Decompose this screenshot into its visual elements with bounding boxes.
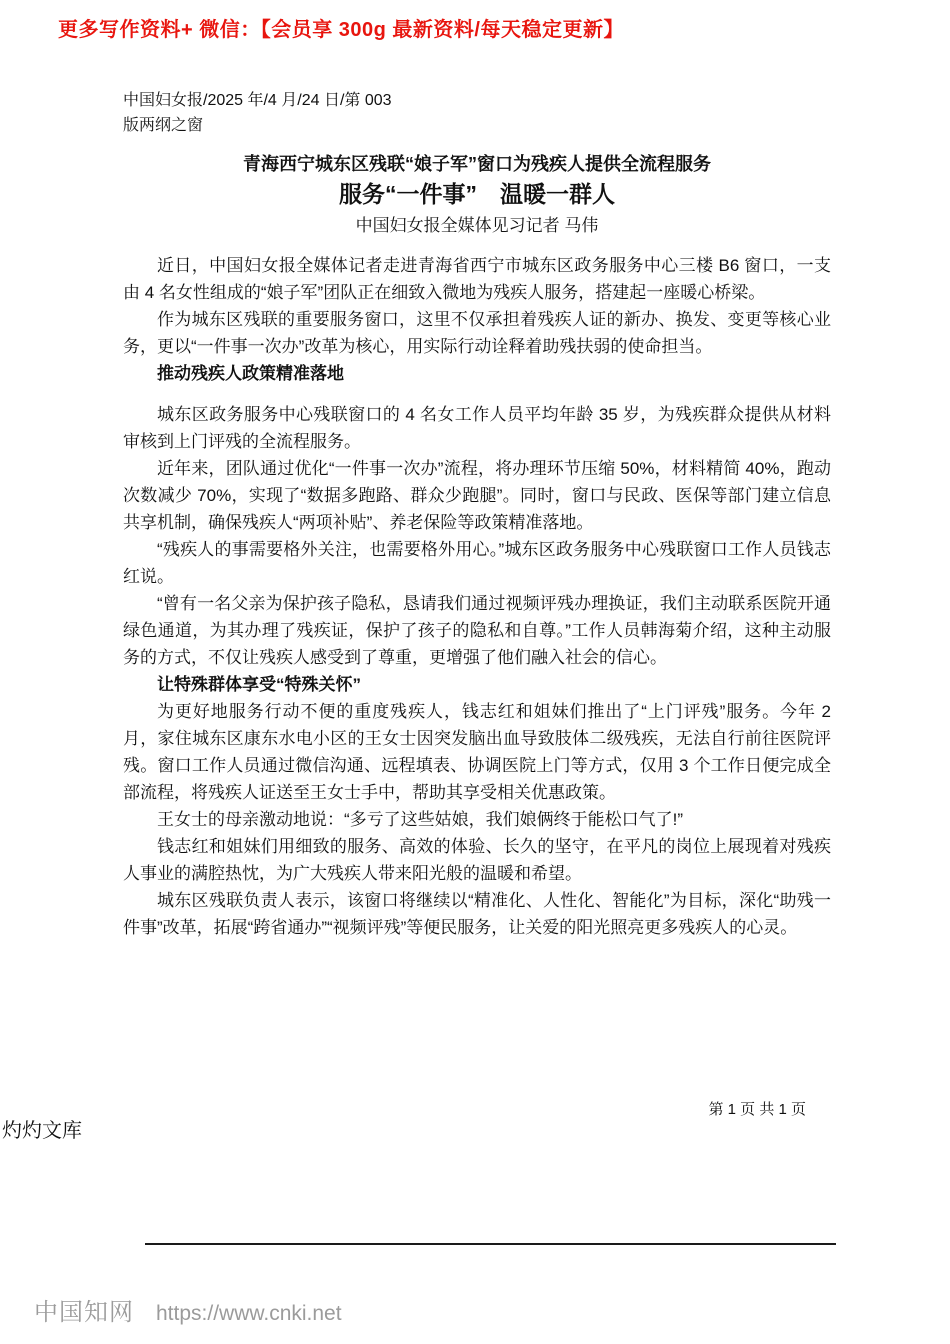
- promo-banner-text: 更多写作资料+ 微信：【会员享 300g 最新资料/每天稳定更新】: [58, 19, 624, 41]
- paragraph: “曾有一名父亲为保护孩子隐私，恳请我们通过视频评残办理换证，我们主动联系医院开通绿色通道，为其办理了残疾证，保护了孩子的隐私和自尊。”工作人员韩海菊介绍，这种主动服务的方式，不仅让残疾人感受到了尊重，更增强了他们融入社会的信心。: [123, 594, 831, 667]
- cnki-site-name: 中国知网: [34, 1299, 134, 1326]
- page-indicator: 第 1 页 共 1 页: [708, 1101, 806, 1118]
- article-title: 服务“一件事” 温暖一群人: [339, 181, 615, 207]
- paragraph: 作为城东区残联的重要服务窗口，这里不仅承担着残疾人证的新办、换发、变更等核心业务，更以“一件事一次办”改革为核心，用实际行动诠释着助残扶弱的使命担当。: [123, 310, 831, 356]
- footer-divider-line: [145, 1243, 836, 1245]
- paragraph: 为更好地服务行动不便的重度残疾人，钱志红和姐妹们推出了“上门评残”服务。今年 2 月，家住城东区康东水电小区的王女士因突发脑出血导致肢体二级残疾，无法自行前往医院评残。窗口工作人员通过微信沟通、远程填表、协调医院上门等方式，仅用 3 个工作日便完成全部流程，将残疾人证送至王女士手中，帮助其享受相关优惠政策。: [123, 702, 831, 802]
- paragraph: 王女士的母亲激动地说：“多亏了这些姑娘，我们娘俩终于能松口气了!”: [157, 810, 684, 829]
- paragraph: 近年来，团队通过优化“一件事一次办”流程，将办理环节压缩 50%，材料精简 40%，跑动次数减少 70%，实现了“数据多跑路、群众少跑腿”。同时，窗口与民政、医保等部门建立信息共享机制，确保残疾人“两项补贴”、养老保险等政策精准落地。: [123, 459, 831, 532]
- article: [123, 152, 831, 941]
- paragraph: 城东区政务服务中心残联窗口的 4 名女工作人员平均年龄 35 岁，为残疾群众提供从材料审核到上门评残的全流程服务。: [123, 405, 831, 451]
- document-meta: [123, 88, 392, 138]
- paragraph: 城东区残联负责人表示，该窗口将继续以“精准化、人性化、智能化”为目标，深化“助残一件事”改革，拓展“跨省通办”“视频评残”等便民服务，让关爱的阳光照亮更多残疾人的心灵。: [123, 891, 831, 937]
- section-heading: 让特殊群体享受“特殊关怀”: [157, 675, 361, 694]
- source-date-line: 中国妇女报/2025 年/4 月/24 日/第 003: [123, 92, 392, 109]
- article-body: [123, 252, 831, 941]
- library-watermark: 灼灼文库: [2, 1120, 82, 1142]
- paragraph: 近日，中国妇女报全媒体记者走进青海省西宁市城东区政务服务中心三楼 B6 窗口，一支由 4 名女性组成的“娘子军”团队正在细致入微地为残疾人服务，搭建起一座暖心桥梁。: [123, 256, 831, 302]
- paragraph: “残疾人的事需要格外关注，也需要格外用心。”城东区政务服务中心残联窗口工作人员钱志红说。: [123, 540, 831, 586]
- article-supertitle: 青海西宁城东区残联“娘子军”窗口为残疾人提供全流程服务: [243, 154, 711, 174]
- article-byline: 中国妇女报全媒体见习记者 马伟: [355, 216, 599, 235]
- section-heading: 推动残疾人政策精准落地: [157, 364, 344, 383]
- cnki-watermark: [34, 1292, 342, 1327]
- paragraph: 钱志红和姐妹们用细致的服务、高效的体验、长久的坚守，在平凡的岗位上展现着对残疾人事业的满腔热忱，为广大残疾人带来阳光般的温暖和希望。: [123, 837, 831, 883]
- section-line: 版两纲之窗: [123, 117, 204, 134]
- cnki-site-url: https://www.cnki.net: [156, 1302, 342, 1325]
